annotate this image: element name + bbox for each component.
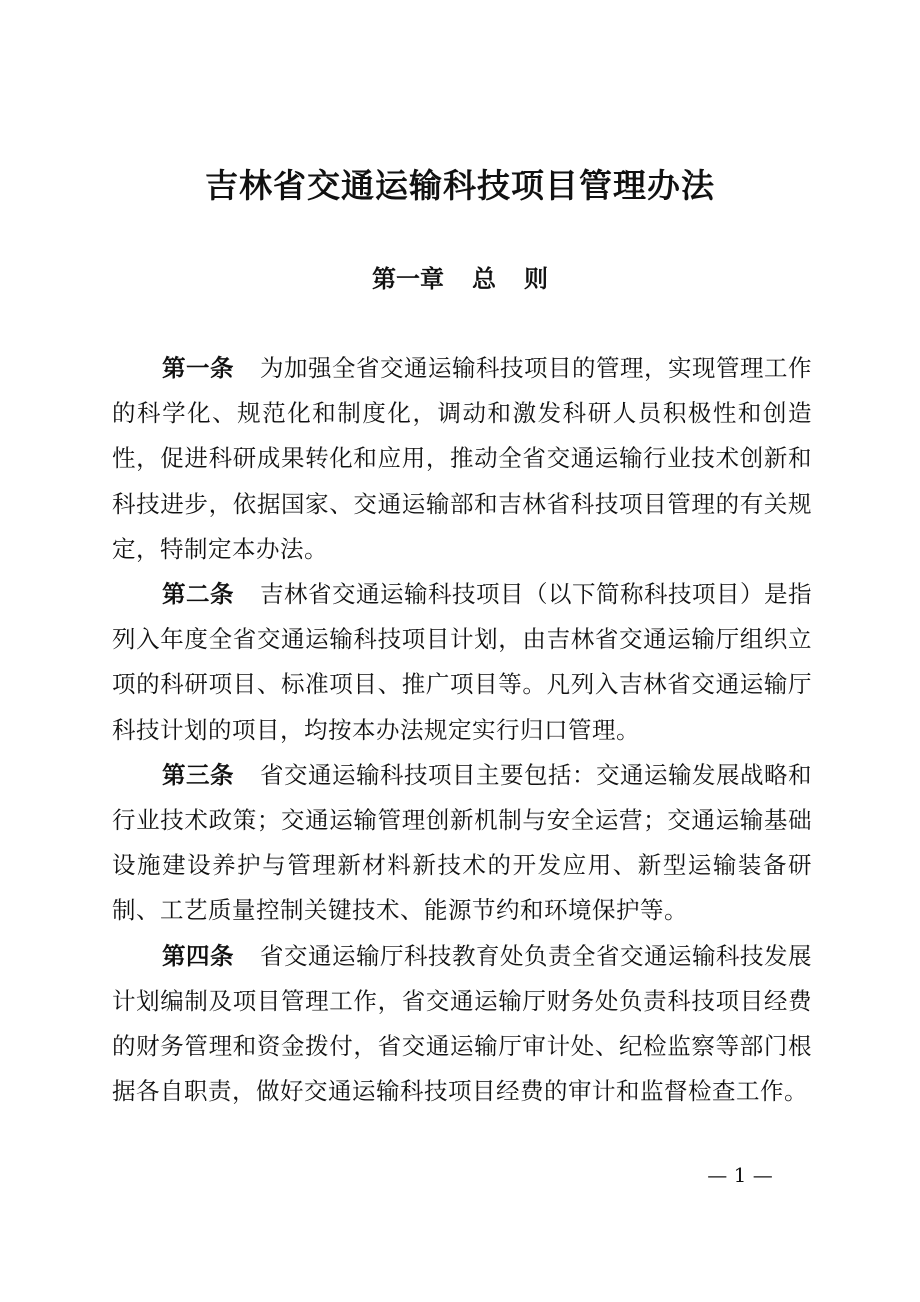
page-number: — 1 — [707,1163,773,1187]
article-1 [112,346,812,572]
article-text: 为加强全省交通运输科技项目的管理，实现管理工作的科学化、规范化和制度化，调动和激发科研人员积极性和创造性，促进科研成果转化和应用，推动全省交通运输行业技术创新和科技进步，依据国家、交通运输部和吉林省科技项目管理的有关规定，特制定本办法。 [112,354,812,563]
article-number: 第三条 [162,760,234,789]
article-text: 省交通运输厅科技教育处负责全省交通运输科技发展计划编制及项目管理工作，省交通运输厅财务处负责科技项目经费的财务管理和资金拨付，省交通运输厅审计处、纪检监察等部门根据各自职责，做好交通运输科技项目经费的审计和监督检查工作。 [112,941,812,1106]
document-body [112,346,812,1114]
article-text: 吉林省交通运输科技项目（以下简称科技项目）是指列入年度全省交通运输科技项目计划，由吉林省交通运输厅组织立项的科研项目、标准项目、推广项目等。凡列入吉林省交通运输厅科技计划的项目，均按本办法规定实行归口管理。 [112,580,812,744]
article-number: 第一条 [162,354,234,382]
chapter-heading [0,258,920,300]
document-title: 吉林省交通运输科技项目管理办法 [205,166,715,205]
article-3 [112,753,812,934]
chapter-name-part2: 则 [524,264,548,293]
article-2 [112,572,812,753]
article-number: 第二条 [162,580,234,609]
chapter-number: 第一章 [372,264,444,293]
article-4 [112,934,812,1115]
article-text: 省交通运输科技项目主要包括：交通运输发展战略和行业技术政策；交通运输管理创新机制与安全运营；交通运输基础设施建设养护与管理新材料新技术的开发应用、新型运输装备研制、工艺质量控制关键技术、能源节约和环境保护等。 [112,760,812,925]
chapter-name-part1: 总 [472,264,496,293]
article-number: 第四条 [162,941,234,970]
